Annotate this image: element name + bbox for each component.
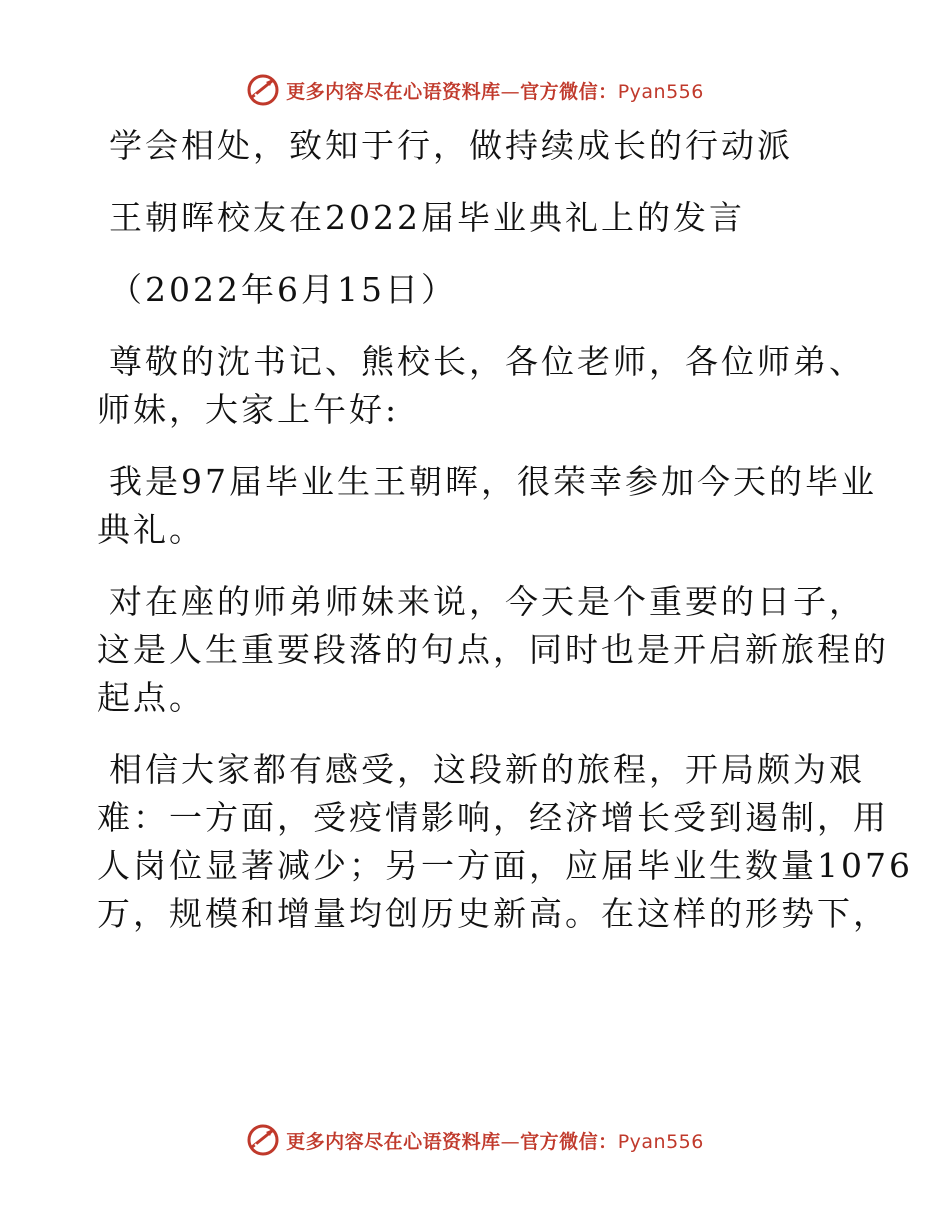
document-title: 学会相处，致知于行，做持续成长的行动派 — [109, 126, 793, 165]
paragraph — [97, 746, 913, 938]
banner-wechat: Pyan556 — [617, 1130, 704, 1153]
paragraph — [97, 458, 877, 554]
pen-logo-icon — [246, 1123, 280, 1157]
banner-dash: — — [500, 1130, 521, 1153]
paragraph-line: 对在座的师弟师妹来说，今天是个重要的日子， — [109, 582, 865, 621]
paragraph — [97, 338, 867, 434]
banner-text — [286, 1127, 704, 1154]
paragraph-line: 这是人生重要段落的句点，同时也是开启新旅程的 — [97, 630, 889, 669]
paragraph-line: 典礼。 — [97, 510, 205, 549]
paragraph-line: 万，规模和增量均创历史新高。在这样的形势下， — [97, 894, 889, 933]
paragraph-line: 相信大家都有感受，这段新的旅程，开局颇为艰 — [109, 750, 865, 789]
header-watermark-banner — [0, 70, 950, 110]
banner-label: 官方微信： — [520, 1130, 618, 1153]
banner-site: 更多内容尽在心语资料库 — [286, 1130, 501, 1153]
pen-logo-icon — [246, 73, 280, 107]
footer-watermark-banner — [0, 1120, 950, 1160]
banner-wechat: Pyan556 — [617, 80, 704, 103]
paragraph-line: 人岗位显著减少；另一方面，应届毕业生数量1076 — [97, 846, 913, 885]
paragraph — [97, 578, 889, 722]
document-body — [97, 122, 913, 962]
document-subtitle: 王朝晖校友在2022届毕业典礼上的发言 — [109, 198, 745, 237]
banner-text — [286, 77, 704, 104]
paragraph-line: 起点。 — [97, 678, 205, 717]
banner-label: 官方微信： — [520, 80, 618, 103]
paragraph-line: 难：一方面，受疫情影响，经济增长受到遏制，用 — [97, 798, 889, 837]
document-date: （2022年6月15日） — [109, 270, 457, 309]
paragraph-line: 我是97届毕业生王朝晖，很荣幸参加今天的毕业 — [109, 462, 877, 501]
paragraph-line: 师妹，大家上午好: — [97, 390, 400, 429]
paragraph-line: 尊敬的沈书记、熊校长，各位老师，各位师弟、 — [109, 342, 865, 381]
banner-dash: — — [500, 80, 521, 103]
banner-site: 更多内容尽在心语资料库 — [286, 80, 501, 103]
